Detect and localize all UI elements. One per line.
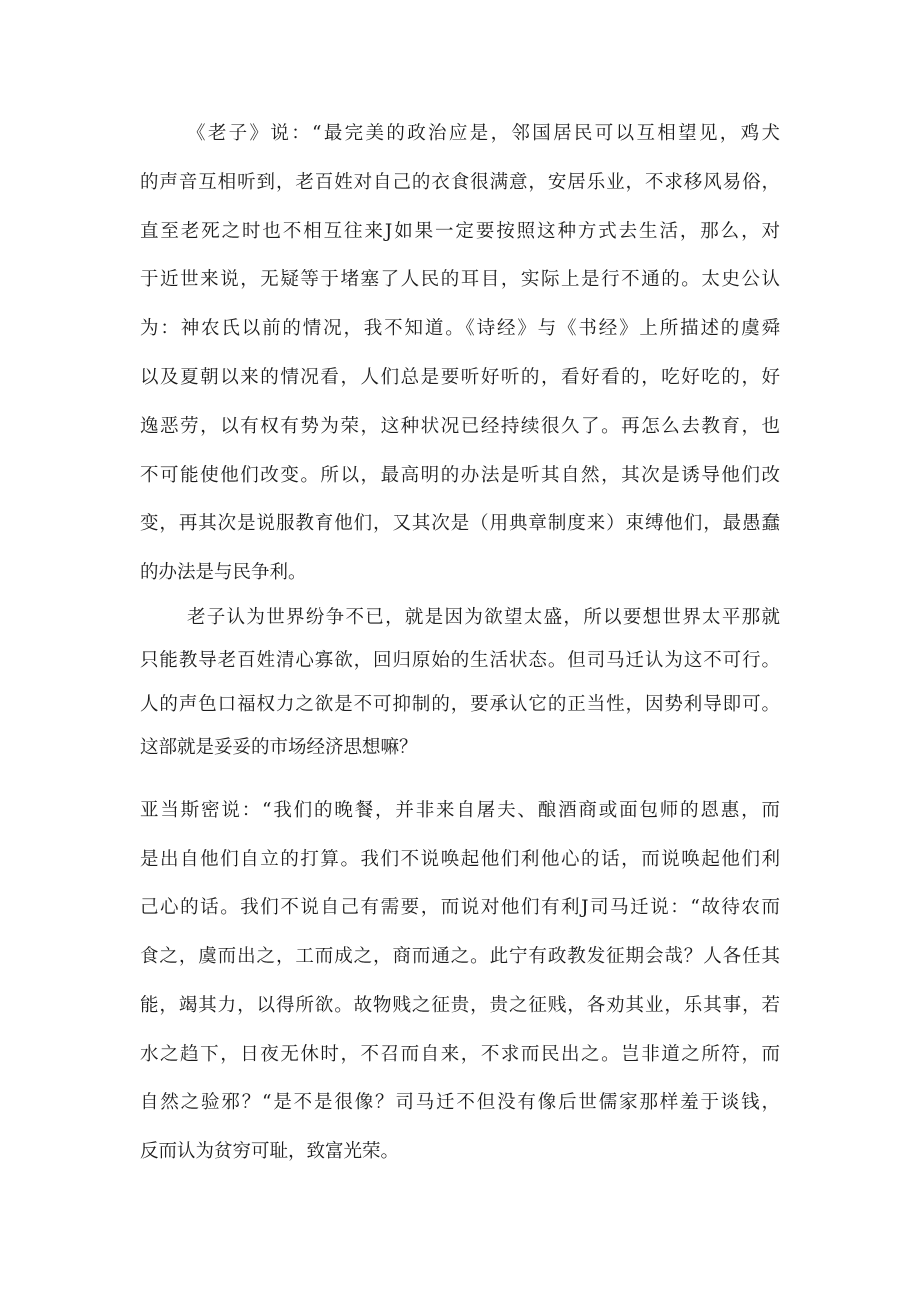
text-line: 己心的话。我们不说自己有需要，而说对他们有利J司马迁说：“故待农而 (140, 897, 780, 918)
text-line: 变，再其次是说服教育他们，又其次是（用典章制度来）束缚他们，最愚蠢 (140, 513, 780, 534)
text-line: 的办法是与民争利。 (140, 562, 307, 583)
text-line: 逸恶劳，以有权有势为荣，这种状况已经持续很久了。再怎么去教育，也 (140, 416, 780, 437)
text-line: 是出自他们自立的打算。我们不说唤起他们利他心的话，而说唤起他们利 (140, 849, 780, 870)
text-line: 自然之验邪？“是不是很像？司马迁不但没有像后世儒家那样羞于谈钱， (140, 1092, 780, 1113)
text-line: 为：神农氏以前的情况，我不知道。《诗经》与《书经》上所描述的虞舜 (140, 318, 780, 339)
text-line: 亚当斯密说：“我们的晚餐，并非来自屠夫、酿酒商或面包师的恩惠，而 (140, 800, 780, 821)
text-line: 能，竭其力，以得所欲。故物贱之征贵，贵之征贱，各劝其业，乐其事，若 (140, 995, 780, 1016)
text-line: 反而认为贫穷可耻，致富光荣。 (140, 1141, 400, 1162)
text-line: 以及夏朝以来的情况看，人们总是要听好听的，看好看的，吃好吃的，好 (140, 367, 780, 388)
text-line: 的声音互相听到，老百姓对自己的衣食很满意，安居乐业，不求移风易俗， (140, 172, 780, 193)
text-line: 不可能使他们改变。所以，最高明的办法是听其自然，其次是诱导他们改 (140, 465, 780, 486)
text-line: 《老子》说：“最完美的政治应是，邻国居民可以互相望见，鸡犬 (187, 123, 780, 144)
text-line: 只能教导老百姓清心寡欲，回归原始的生活状态。但司马迁认为这不可行。 (140, 650, 780, 671)
text-line: 直至老死之时也不相互往来J如果一定要按照这种方式去生活，那么，对 (140, 221, 780, 242)
text-line: 水之趋下，日夜无休时，不召而自来，不求而民出之。岂非道之所符，而 (140, 1044, 780, 1065)
text-line: 这部就是妥妥的市场经济思想嘛？ (140, 737, 418, 758)
text-line: 食之，虞而出之，工而成之，商而通之。此宁有政教发征期会哉？人各任其 (140, 946, 780, 967)
text-line: 人的声色口福权力之欲是不可抑制的，要承认它的正当性，因势利导即可。 (140, 694, 780, 715)
text-line: 老子认为世界纷争不已，就是因为欲望太盛，所以要想世界太平那就 (187, 607, 780, 628)
text-line: 于近世来说，无疑等于堵塞了人民的耳目，实际上是行不通的。太史公认 (140, 269, 780, 290)
